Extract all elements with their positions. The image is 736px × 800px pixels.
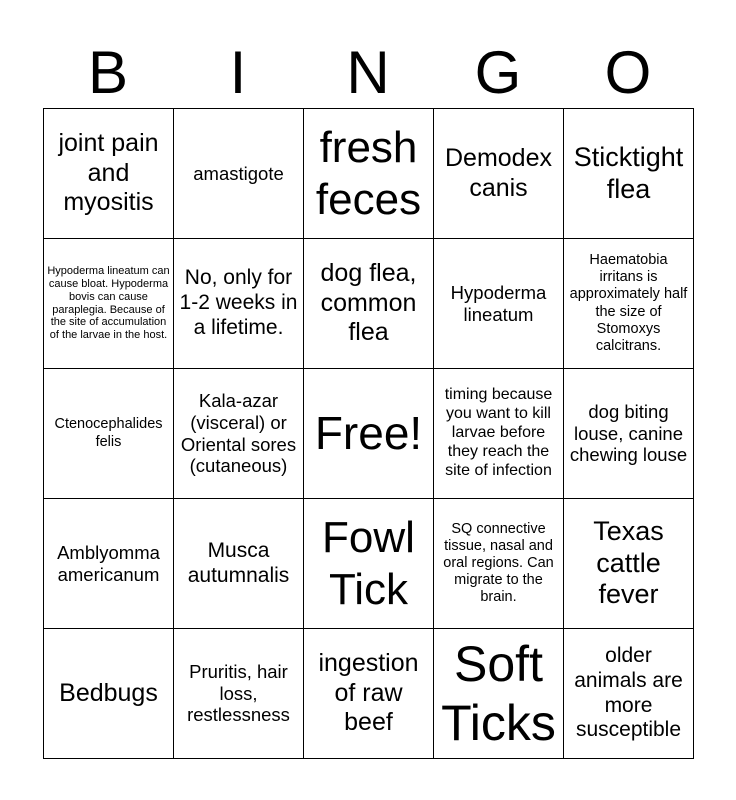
bingo-grid xyxy=(43,108,694,759)
bingo-cell[interactable]: joint pain and myositis xyxy=(44,109,174,239)
bingo-cell[interactable]: timing because you want to kill larvae before they reach the site of infection xyxy=(434,369,564,499)
bingo-cell[interactable]: Kala-azar (visceral) or Oriental sores (cutaneous) xyxy=(174,369,304,499)
free-space-cell[interactable]: Free! xyxy=(304,369,434,499)
bingo-row xyxy=(44,369,694,499)
bingo-cell[interactable]: Texas cattle fever xyxy=(564,499,694,629)
header-letter-i: I xyxy=(229,39,247,106)
bingo-cell[interactable]: Bedbugs xyxy=(44,629,174,759)
bingo-cell[interactable]: Musca autumnalis xyxy=(174,499,304,629)
bingo-cell[interactable]: older animals are more susceptible xyxy=(564,629,694,759)
bingo-cell[interactable]: Fowl Tick xyxy=(304,499,434,629)
bingo-header xyxy=(43,38,693,108)
bingo-row xyxy=(44,499,694,629)
header-letter-g: G xyxy=(474,39,522,106)
header-letter-o: O xyxy=(604,39,652,106)
bingo-cell[interactable]: SQ connective tissue, nasal and oral regions. Can migrate to the brain. xyxy=(434,499,564,629)
bingo-row xyxy=(44,239,694,369)
bingo-row xyxy=(44,109,694,239)
bingo-cell[interactable]: Pruritis, hair loss, restlessness xyxy=(174,629,304,759)
bingo-row xyxy=(44,629,694,759)
bingo-cell[interactable]: dog biting louse, canine chewing louse xyxy=(564,369,694,499)
bingo-cell[interactable]: Ctenocephalides felis xyxy=(44,369,174,499)
bingo-cell[interactable]: amastigote xyxy=(174,109,304,239)
header-letter-b: B xyxy=(87,39,129,106)
bingo-cell[interactable]: Amblyomma americanum xyxy=(44,499,174,629)
bingo-cell[interactable]: Demodex canis xyxy=(434,109,564,239)
bingo-cell[interactable]: Soft Ticks xyxy=(434,629,564,759)
bingo-cell[interactable]: Hypoderma lineatum xyxy=(434,239,564,369)
bingo-cell[interactable]: No, only for 1-2 weeks in a lifetime. xyxy=(174,239,304,369)
bingo-cell[interactable]: Haematobia irritans is approximately half the size of Stomoxys calcitrans. xyxy=(564,239,694,369)
bingo-cell[interactable]: fresh feces xyxy=(304,109,434,239)
bingo-cell[interactable]: ingestion of raw beef xyxy=(304,629,434,759)
bingo-cell[interactable]: dog flea, common flea xyxy=(304,239,434,369)
bingo-cell[interactable]: Hypoderma lineatum can cause bloat. Hypoderma bovis can cause paraplegia. Because of the site of accumulation of the larvae in the host. xyxy=(44,239,174,369)
header-letter-n: N xyxy=(346,39,390,106)
bingo-cell[interactable]: Sticktight flea xyxy=(564,109,694,239)
